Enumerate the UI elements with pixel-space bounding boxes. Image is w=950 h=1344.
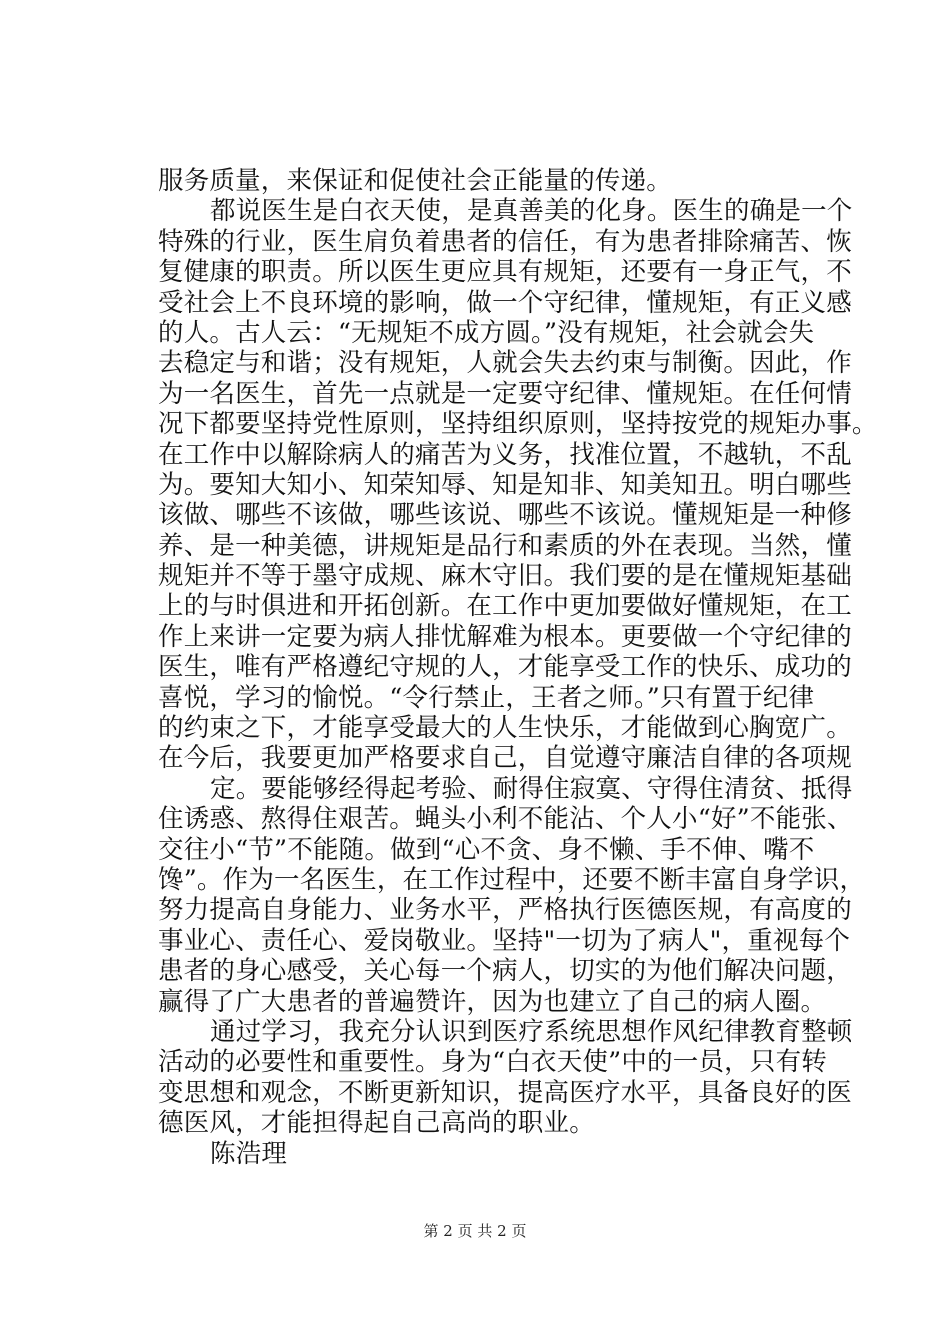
text-line: 该做、哪些不该做，哪些该说、哪些不该说。懂规矩是一种修 [158,500,852,531]
text-line: 患者的身心感受，关心每一个病人，切实的为他们解决问题， [158,956,852,987]
text-line: 的人。古人云：“无规矩不成方圆。”没有规矩，社会就会失 [158,317,815,348]
text-line: 馋”。作为一名医生，在工作过程中，还要不断丰富自身学识， [158,864,866,895]
page-number: 第 2 页 共 2 页 [423,1222,527,1240]
text-line: 喜悦，学习的愉悦。“令行禁止，王者之师。”只有置于纪律 [158,682,815,713]
text-line: 变思想和观念，不断更新知识，提高医疗水平，具备良好的医 [158,1077,852,1108]
author-signature: 陈浩理 [210,1138,288,1169]
document-body [158,166,878,1169]
text-line: 住诱惑、熬得住艰苦。蝇头小利不能沾、个人小“好”不能张、 [158,804,853,835]
text-line: 复健康的职责。所以医生更应具有规矩，还要有一身正气，不 [158,257,852,288]
text-line: 赢得了广大患者的普遍赞许，因为也建立了自己的病人圈。 [158,986,827,1017]
text-line: 都说医生是白衣天使，是真善美的化身。医生的确是一个 [210,196,853,227]
text-line: 事业心、责任心、爱岗敬业。坚持"一切为了病人"，重视每个 [158,925,851,956]
page-footer [0,1220,950,1241]
text-line: 去稳定与和谐；没有规矩，人就会失去约束与制衡。因此，作 [158,348,852,379]
text-line: 特殊的行业，医生肩负着患者的信任，有为患者排除痛苦、恢 [158,226,852,257]
text-line: 为一名医生，首先一点就是一定要守纪律、懂规矩。在任何情 [158,378,852,409]
text-line: 况下都要坚持党性原则，坚持组织原则，坚持按党的规矩办事。 [158,409,878,440]
text-line: 上的与时俱进和开拓创新。在工作中更加要做好懂规矩，在工 [158,591,852,622]
text-line: 为。要知大知小、知荣知辱、知是知非、知美知丑。明白哪些 [158,469,852,500]
text-line: 的约束之下，才能享受最大的人生快乐，才能做到心胸宽广。 [158,713,852,744]
text-line: 作上来讲一定要为病人排忧解难为根本。更要做一个守纪律的 [158,621,852,652]
text-line: 活动的必要性和重要性。身为“白衣天使”中的一员，只有转 [158,1047,827,1078]
text-line: 在工作中以解除病人的痛苦为义务，找准位置，不越轨，不乱 [158,439,852,470]
text-line: 通过学习，我充分认识到医疗系统思想作风纪律教育整顿 [210,1016,853,1047]
text-line: 养、是一种美德，讲规矩是品行和素质的外在表现。当然，懂 [158,530,852,561]
text-line: 受社会上不良环境的影响，做一个守纪律，懂规矩，有正义感 [158,287,852,318]
text-line: 努力提高自身能力、业务水平，严格执行医德医规，有高度的 [158,895,852,926]
text-line: 定。要能够经得起考验、耐得住寂寞、守得住清贫、抵得 [210,773,853,804]
text-line: 德医风，才能担得起自己高尚的职业。 [158,1108,595,1139]
text-line: 规矩并不等于墨守成规、麻木守旧。我们要的是在懂规矩基础 [158,561,852,592]
text-line: 交往小“节”不能随。做到“心不贪、身不懒、手不伸、嘴不 [158,834,815,865]
text-line: 医生，唯有严格遵纪守规的人，才能享受工作的快乐、成功的 [158,652,852,683]
text-line: 服务质量，来保证和促使社会正能量的传递。 [158,166,673,196]
text-line: 在今后，我要更加严格要求自己，自觉遵守廉洁自律的各项规 [158,743,852,774]
